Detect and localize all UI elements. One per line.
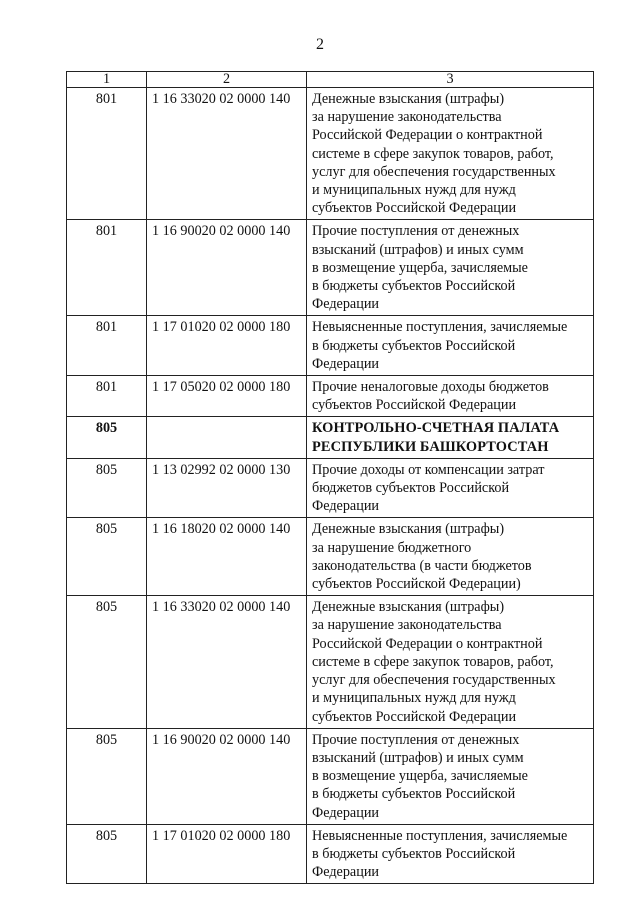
revenue-name-line: в бюджеты субъектов Российской — [312, 845, 516, 862]
revenue-name-cell — [307, 824, 594, 884]
revenue-name-cell — [307, 518, 594, 596]
page-number: 2 — [316, 36, 324, 53]
revenue-name-line: Невыясненные поступления, зачисляемые — [312, 319, 568, 336]
table-row — [67, 728, 594, 824]
revenue-name-line: Прочие поступления от денежных — [312, 223, 520, 240]
column-header-name: 3 — [307, 72, 594, 88]
revenue-name-line: за нарушение законодательства — [312, 109, 502, 126]
revenue-name-line: Прочие поступления от денежных — [312, 731, 520, 748]
revenue-name-line: Прочие доходы от компенсации затрат — [312, 461, 545, 478]
admin-code-cell: 805 — [67, 824, 147, 884]
revenue-name-line: Федерации — [312, 864, 380, 881]
revenue-name-line: за нарушение бюджетного — [312, 539, 472, 556]
revenue-name-line: за нарушение законодательства — [312, 617, 502, 634]
table-row — [67, 88, 594, 220]
revenue-name-line: КОНТРОЛЬНО-СЧЕТНАЯ ПАЛАТА — [312, 420, 560, 437]
revenue-name-line: субъектов Российской Федерации — [312, 200, 517, 217]
revenue-name-cell — [307, 220, 594, 316]
revenue-name-line: системе в сфере закупок товаров, работ, — [312, 145, 554, 162]
budget-code-cell: 1 13 02992 02 0000 130 — [147, 458, 307, 518]
revenue-name-line: в возмещение ущерба, зачисляемые — [312, 768, 528, 785]
admin-code-cell: 805 — [67, 728, 147, 824]
revenue-name-line: взысканий (штрафов) и иных сумм — [312, 241, 524, 258]
table-row — [67, 596, 594, 728]
revenue-name-line: Денежные взыскания (штрафы) — [312, 599, 505, 616]
revenue-name-line: в бюджеты субъектов Российской — [312, 278, 516, 295]
revenue-name-line: Российской Федерации о контрактной — [312, 127, 543, 144]
revenue-name-line: в бюджеты субъектов Российской — [312, 337, 516, 354]
table-section-row — [67, 417, 594, 458]
table-body — [67, 88, 594, 884]
revenue-name-line: системе в сфере закупок товаров, работ, — [312, 653, 554, 670]
revenue-name-cell — [307, 417, 594, 458]
revenue-name-line: в возмещение ущерба, зачисляемые — [312, 259, 528, 276]
budget-code-cell: 1 17 01020 02 0000 180 — [147, 824, 307, 884]
budget-code-cell: 1 16 90020 02 0000 140 — [147, 220, 307, 316]
revenue-name-line: и муниципальных нужд для нужд — [312, 690, 516, 707]
budget-code-cell: 1 17 01020 02 0000 180 — [147, 316, 307, 376]
budget-code-cell: 1 16 18020 02 0000 140 — [147, 518, 307, 596]
table-row — [67, 458, 594, 518]
revenue-name-line: в бюджеты субъектов Российской — [312, 786, 516, 803]
revenue-codes-table — [66, 71, 594, 884]
revenue-name-line: субъектов Российской Федерации) — [312, 576, 521, 593]
table-row — [67, 220, 594, 316]
admin-code-cell: 805 — [67, 458, 147, 518]
revenue-name-line: услуг для обеспечения государственных — [312, 672, 556, 689]
revenue-name-cell — [307, 316, 594, 376]
table-row — [67, 376, 594, 417]
revenue-name-line: Прочие неналоговые доходы бюджетов — [312, 379, 549, 396]
revenue-name-cell — [307, 728, 594, 824]
revenue-name-cell — [307, 88, 594, 220]
revenue-name-line: Федерации — [312, 804, 380, 821]
budget-code-cell: 1 16 90020 02 0000 140 — [147, 728, 307, 824]
revenue-name-line: Российской Федерации о контрактной — [312, 635, 543, 652]
table-row — [67, 518, 594, 596]
admin-code-cell: 805 — [67, 596, 147, 728]
budget-code-cell: 1 16 33020 02 0000 140 — [147, 88, 307, 220]
revenue-name-line: Невыясненные поступления, зачисляемые — [312, 827, 568, 844]
revenue-name-line: Федерации — [312, 296, 380, 313]
revenue-name-line: услуг для обеспечения государственных — [312, 163, 556, 180]
table-header-row — [67, 72, 594, 88]
admin-code-cell: 801 — [67, 376, 147, 417]
table-row — [67, 824, 594, 884]
revenue-name-line: субъектов Российской Федерации — [312, 708, 517, 725]
revenue-name-line: взысканий (штрафов) и иных сумм — [312, 749, 524, 766]
admin-code-cell: 801 — [67, 316, 147, 376]
budget-code-cell: 1 17 05020 02 0000 180 — [147, 376, 307, 417]
admin-code-cell: 805 — [67, 417, 147, 458]
revenue-name-line: субъектов Российской Федерации — [312, 397, 517, 414]
revenue-name-line: Федерации — [312, 355, 380, 372]
admin-code-cell: 801 — [67, 88, 147, 220]
table-row — [67, 316, 594, 376]
revenue-name-line: и муниципальных нужд для нужд — [312, 182, 516, 199]
column-header-admin: 1 — [67, 72, 147, 88]
revenue-name-line: Денежные взыскания (штрафы) — [312, 521, 505, 538]
revenue-name-line: законодательства (в части бюджетов — [312, 557, 532, 574]
budget-code-cell — [147, 417, 307, 458]
revenue-name-cell — [307, 376, 594, 417]
revenue-name-line: бюджетов субъектов Российской — [312, 480, 510, 497]
column-header-code: 2 — [147, 72, 307, 88]
revenue-name-line: Денежные взыскания (штрафы) — [312, 91, 505, 107]
admin-code-cell: 805 — [67, 518, 147, 596]
admin-code-cell: 801 — [67, 220, 147, 316]
revenue-name-cell — [307, 458, 594, 518]
budget-code-cell: 1 16 33020 02 0000 140 — [147, 596, 307, 728]
revenue-name-line: Федерации — [312, 498, 380, 515]
revenue-name-cell — [307, 596, 594, 728]
revenue-name-line: РЕСПУБЛИКИ БАШКОРТОСТАН — [312, 438, 549, 455]
